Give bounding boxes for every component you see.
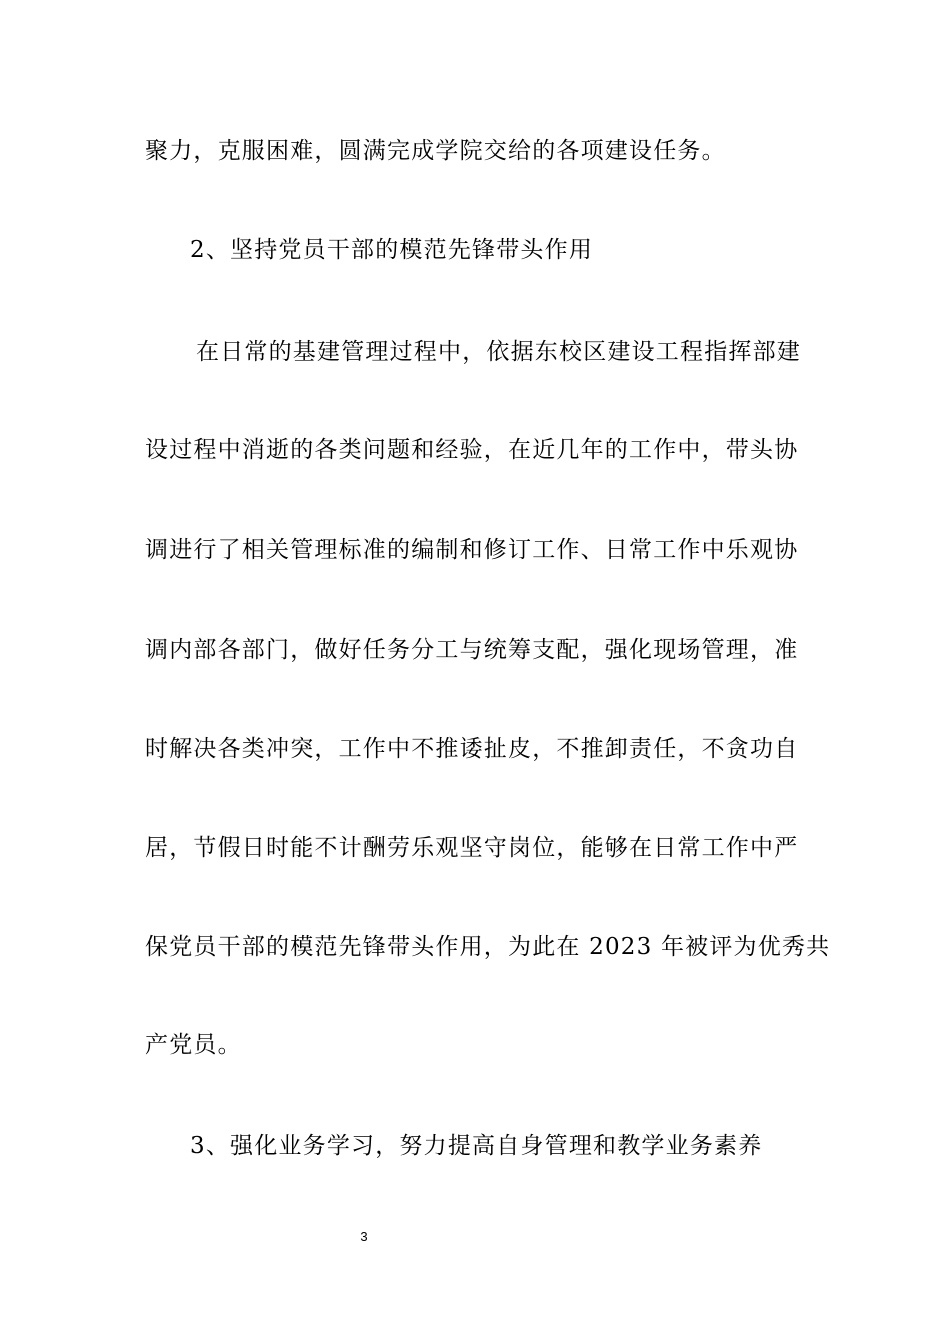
body-text-line: 产党员。 xyxy=(145,1032,242,1058)
body-text-line: 调内部各部门，做好任务分工与统筹支配，强化现场管理，准 xyxy=(145,637,799,663)
body-text-line: 调进行了相关管理标准的编制和修订工作、日常工作中乐观协 xyxy=(145,537,799,563)
page-number: 3 xyxy=(360,1229,368,1244)
body-text-line: 聚力，克服困难，圆满完成学院交给的各项建设任务。 xyxy=(145,138,726,164)
section-heading: 2、坚持党员干部的模范先锋带头作用 xyxy=(190,237,594,263)
paragraph-first-line: 在日常的基建管理过程中，依据东校区建设工程指挥部建 xyxy=(196,339,801,365)
body-text-line: 保党员干部的模范先锋带头作用，为此在 2023 年被评为优秀共 xyxy=(145,934,831,960)
body-text-line: 时解决各类冲突，工作中不推诿扯皮，不推卸责任，不贪功自 xyxy=(145,736,799,762)
body-text-line: 设过程中消逝的各类问题和经验，在近几年的工作中，带头协 xyxy=(145,437,799,463)
section-heading: 3、强化业务学习，努力提高自身管理和教学业务素养 xyxy=(190,1133,763,1159)
body-text-line: 居，节假日时能不计酬劳乐观坚守岗位，能够在日常工作中严 xyxy=(145,835,799,861)
